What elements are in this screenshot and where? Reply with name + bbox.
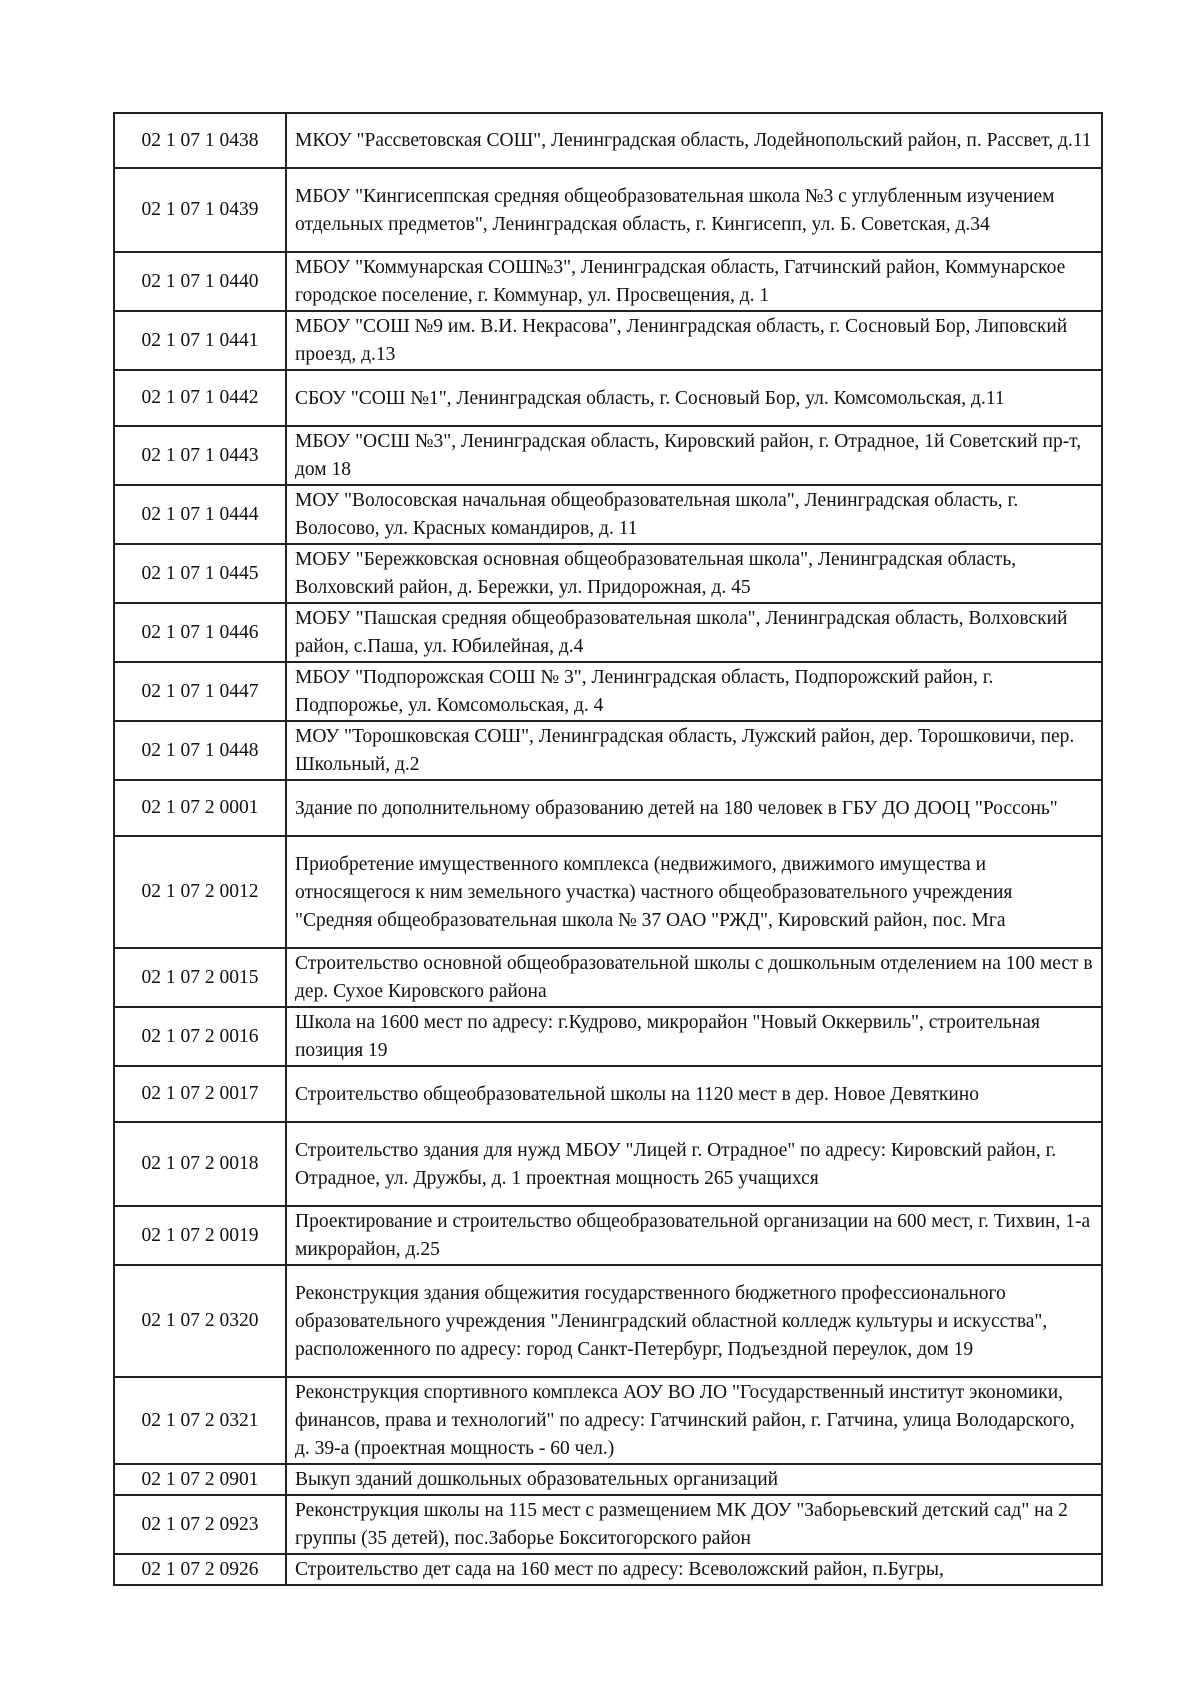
object-description: Здание по дополнительному образованию детей на 180 человек в ГБУ ДО ДООЦ "Россонь" <box>286 780 1102 836</box>
table-row <box>114 948 1102 1007</box>
object-description: МКОУ "Рассветовская СОШ", Ленинградская область, Лодейнопольский район, п. Рассвет, д.11 <box>286 113 1102 168</box>
table-row <box>114 1265 1102 1377</box>
object-code: 02 1 07 2 0001 <box>114 780 286 836</box>
table-row <box>114 1377 1102 1464</box>
objects-table <box>113 112 1103 1586</box>
object-code: 02 1 07 2 0901 <box>114 1464 286 1495</box>
object-code: 02 1 07 1 0442 <box>114 370 286 426</box>
object-code: 02 1 07 1 0446 <box>114 603 286 662</box>
object-code: 02 1 07 1 0438 <box>114 113 286 168</box>
object-description: Выкуп зданий дошкольных образовательных организаций <box>286 1464 1102 1495</box>
object-code: 02 1 07 2 0019 <box>114 1206 286 1265</box>
table-row <box>114 721 1102 780</box>
table-row <box>114 485 1102 544</box>
object-code: 02 1 07 1 0439 <box>114 168 286 252</box>
object-description: СБОУ "СОШ №1", Ленинградская область, г. Сосновый Бор, ул. Комсомольская, д.11 <box>286 370 1102 426</box>
object-description: МБОУ "Коммунарская СОШ№3", Ленинградская область, Гатчинский район, Коммунарское городское поселение, г. Коммунар, ул. Просвещения, д. 1 <box>286 252 1102 311</box>
table-row <box>114 1206 1102 1265</box>
object-description: МОУ "Торошковская СОШ", Ленинградская область, Лужский район, дер. Торошковичи, пер. Школьный, д.2 <box>286 721 1102 780</box>
object-code: 02 1 07 2 0926 <box>114 1554 286 1585</box>
table-row <box>114 1464 1102 1495</box>
object-description: Школа на 1600 мест по адресу: г.Кудрово, микрорайон "Новый Оккервиль", строительная позиция 19 <box>286 1007 1102 1066</box>
object-description: Строительство дет сада на 160 мест по адресу: Всеволожский район, п.Бугры, <box>286 1554 1102 1585</box>
object-code: 02 1 07 1 0440 <box>114 252 286 311</box>
object-code: 02 1 07 1 0448 <box>114 721 286 780</box>
table-row <box>114 311 1102 370</box>
object-description: Реконструкция спортивного комплекса АОУ ВО ЛО "Государственный институт экономики, финансов, права и технологий" по адресу: Гатчинский район, г. Гатчина, улица Володарского, д. 39-а (проектная мощность - 60 чел.) <box>286 1377 1102 1464</box>
object-description: Реконструкция здания общежития государственного бюджетного профессионального образовательного учреждения "Ленинградский областной колледж культуры и искусства", расположенного по адресу: город Санкт-Петербург, Подъездной переулок, дом 19 <box>286 1265 1102 1377</box>
object-code: 02 1 07 1 0441 <box>114 311 286 370</box>
object-description: МОБУ "Пашская средняя общеобразовательная школа", Ленинградская область, Волховский район, с.Паша, ул. Юбилейная, д.4 <box>286 603 1102 662</box>
table-row <box>114 113 1102 168</box>
objects-table-body <box>114 113 1102 1585</box>
table-row <box>114 426 1102 485</box>
object-code: 02 1 07 2 0017 <box>114 1066 286 1122</box>
table-row <box>114 780 1102 836</box>
object-description: МБОУ "Кингисеппская средняя общеобразовательная школа №3 с углубленным изучением отдельных предметов", Ленинградская область, г. Кингисепп, ул. Б. Советская, д.34 <box>286 168 1102 252</box>
table-row <box>114 1554 1102 1585</box>
object-description: Строительство общеобразовательной школы на 1120 мест в дер. Новое Девяткино <box>286 1066 1102 1122</box>
object-code: 02 1 07 1 0447 <box>114 662 286 721</box>
object-description: Строительство основной общеобразовательной школы с дошкольным отделением на 100 мест в дер. Сухое Кировского района <box>286 948 1102 1007</box>
object-code: 02 1 07 1 0445 <box>114 544 286 603</box>
object-code: 02 1 07 2 0016 <box>114 1007 286 1066</box>
object-description: МБОУ "СОШ №9 им. В.И. Некрасова", Ленинградская область, г. Сосновый Бор, Липовский проезд, д.13 <box>286 311 1102 370</box>
table-row <box>114 662 1102 721</box>
object-code: 02 1 07 2 0012 <box>114 836 286 948</box>
object-code: 02 1 07 2 0320 <box>114 1265 286 1377</box>
table-row <box>114 370 1102 426</box>
table-row <box>114 1495 1102 1554</box>
object-description: Строительство здания для нужд МБОУ "Лицей г. Отрадное" по адресу: Кировский район, г. Отрадное, ул. Дружбы, д. 1 проектная мощность 265 учащихся <box>286 1122 1102 1206</box>
table-row <box>114 544 1102 603</box>
object-description: МОУ "Волосовская начальная общеобразовательная школа", Ленинградская область, г. Волосово, ул. Красных командиров, д. 11 <box>286 485 1102 544</box>
table-row <box>114 168 1102 252</box>
object-code: 02 1 07 1 0443 <box>114 426 286 485</box>
table-row <box>114 1066 1102 1122</box>
table-row <box>114 603 1102 662</box>
object-code: 02 1 07 2 0321 <box>114 1377 286 1464</box>
object-description: МОБУ "Бережковская основная общеобразовательная школа", Ленинградская область, Волховский район, д. Бережки, ул. Придорожная, д. 45 <box>286 544 1102 603</box>
object-code: 02 1 07 2 0015 <box>114 948 286 1007</box>
object-description: МБОУ "ОСШ №3", Ленинградская область, Кировский район, г. Отрадное, 1й Советский пр-т, дом 18 <box>286 426 1102 485</box>
table-row <box>114 1007 1102 1066</box>
object-description: Проектирование и строительство общеобразовательной организации на 600 мест, г. Тихвин, 1-а микрорайон, д.25 <box>286 1206 1102 1265</box>
object-code: 02 1 07 1 0444 <box>114 485 286 544</box>
object-description: Приобретение имущественного комплекса (недвижимого, движимого имущества и относящегося к ним земельного участка) частного общеобразовательного учреждения "Средняя общеобразовательная школа № 37 ОАО "РЖД", Кировский район, пос. Мга <box>286 836 1102 948</box>
object-code: 02 1 07 2 0923 <box>114 1495 286 1554</box>
object-description: Реконструкция школы на 115 мест с размещением МК ДОУ "Заборьевский детский сад" на 2 группы (35 детей), пос.Заборье Бокситогорского район <box>286 1495 1102 1554</box>
table-row <box>114 836 1102 948</box>
table-row <box>114 1122 1102 1206</box>
object-code: 02 1 07 2 0018 <box>114 1122 286 1206</box>
object-description: МБОУ "Подпорожская СОШ № 3", Ленинградская область, Подпорожский район, г. Подпорожье, ул. Комсомольская, д. 4 <box>286 662 1102 721</box>
table-row <box>114 252 1102 311</box>
